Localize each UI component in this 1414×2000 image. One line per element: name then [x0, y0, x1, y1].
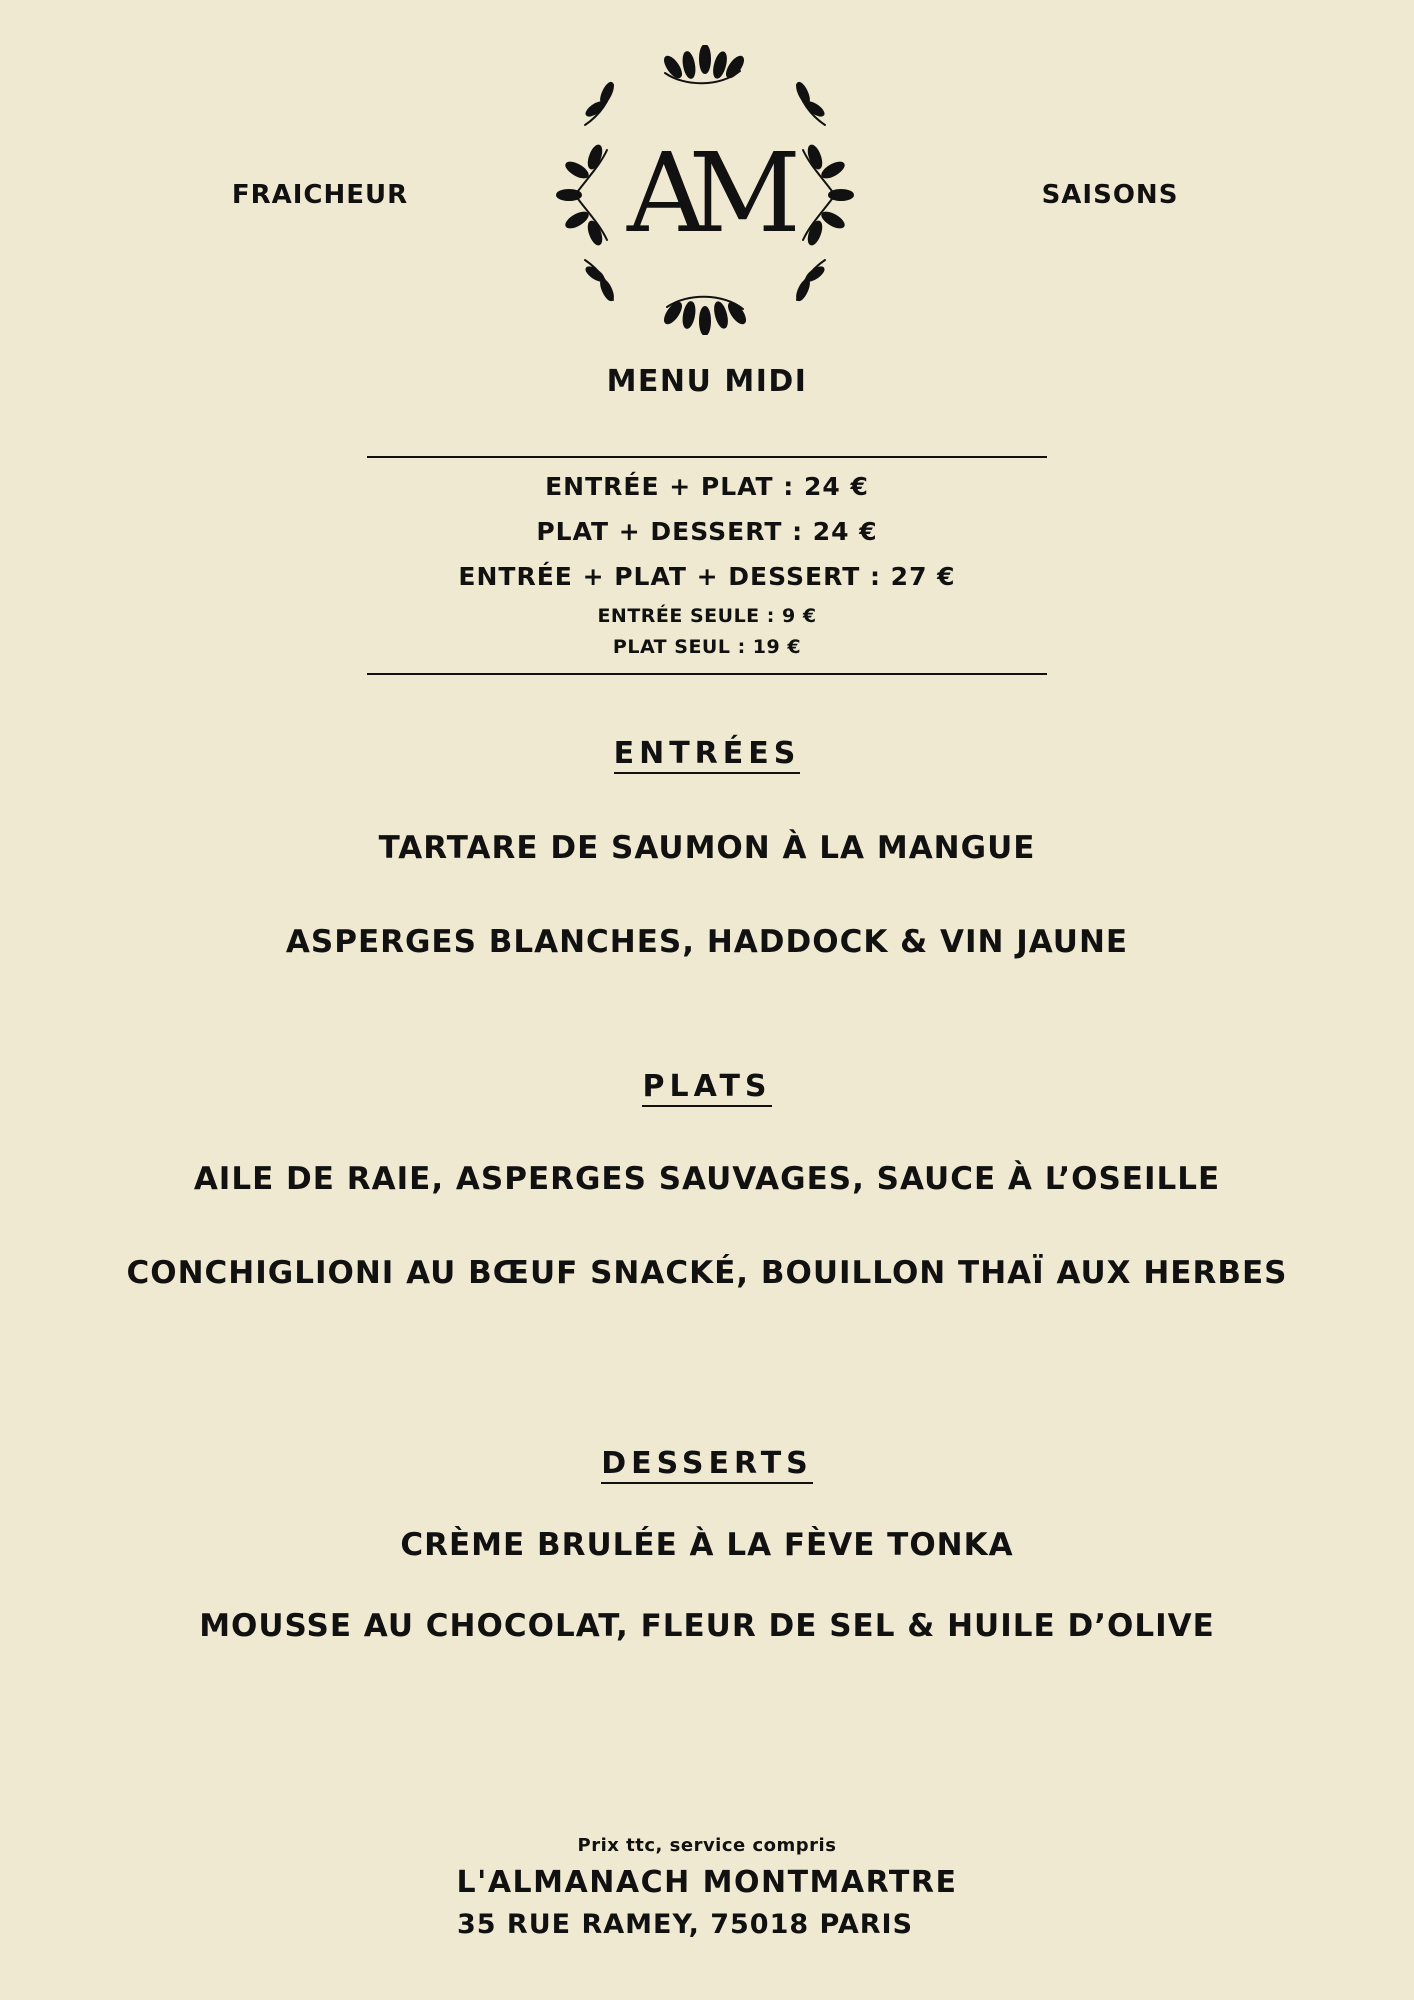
section-title-plats [0, 1069, 1414, 1104]
dish-item: CONCHIGLIONI AU BŒUF SNACKÉ, BOUILLON THAÏ AUX HERBES [126, 1255, 1288, 1291]
price-formula: ENTRÉE + PLAT + DESSERT : 27 € [458, 562, 956, 591]
section-title-text: DESSERTS [601, 1446, 813, 1484]
menu-title: MENU MIDI [606, 364, 808, 399]
dish-item: CRÈME BRULÉE À LA FÈVE TONKA [400, 1527, 1014, 1563]
dish-item: TARTARE DE SAUMON À LA MANGUE [378, 830, 1036, 866]
dish-item: AILE DE RAIE, ASPERGES SAUVAGES, SAUCE À L’OSEILLE [193, 1161, 1221, 1197]
section-title-text: ENTRÉES [614, 736, 801, 774]
dish-item: MOUSSE AU CHOCOLAT, FLEUR DE SEL & HUILE D’OLIVE [199, 1608, 1215, 1644]
dish-item: ASPERGES BLANCHES, HADDOCK & VIN JAUNE [285, 924, 1129, 960]
divider-top [367, 456, 1047, 458]
laurel-wreath-monogram-icon [555, 45, 855, 335]
header-word-saisons: SAISONS [1041, 180, 1179, 210]
price-formula: ENTRÉE + PLAT : 24 € [545, 472, 869, 501]
price-formula: ENTRÉE SEULE : 9 € [597, 605, 817, 627]
section-title-text: PLATS [642, 1069, 771, 1107]
restaurant-address: 35 RUE RAMEY, 75018 PARIS [456, 1909, 914, 1940]
header-word-fraicheur: FRAICHEUR [231, 180, 409, 210]
price-formula: PLAT SEUL : 19 € [612, 636, 802, 658]
restaurant-name: L'ALMANACH MONTMARTRE [456, 1865, 958, 1900]
svg-text:AM: AM [626, 129, 784, 257]
price-formula: PLAT + DESSERT : 24 € [536, 517, 878, 546]
price-note: Prix ttc, service compris [577, 1835, 837, 1856]
section-title-desserts [0, 1446, 1414, 1481]
divider-bottom [367, 673, 1047, 675]
section-title-entrees [0, 736, 1414, 771]
